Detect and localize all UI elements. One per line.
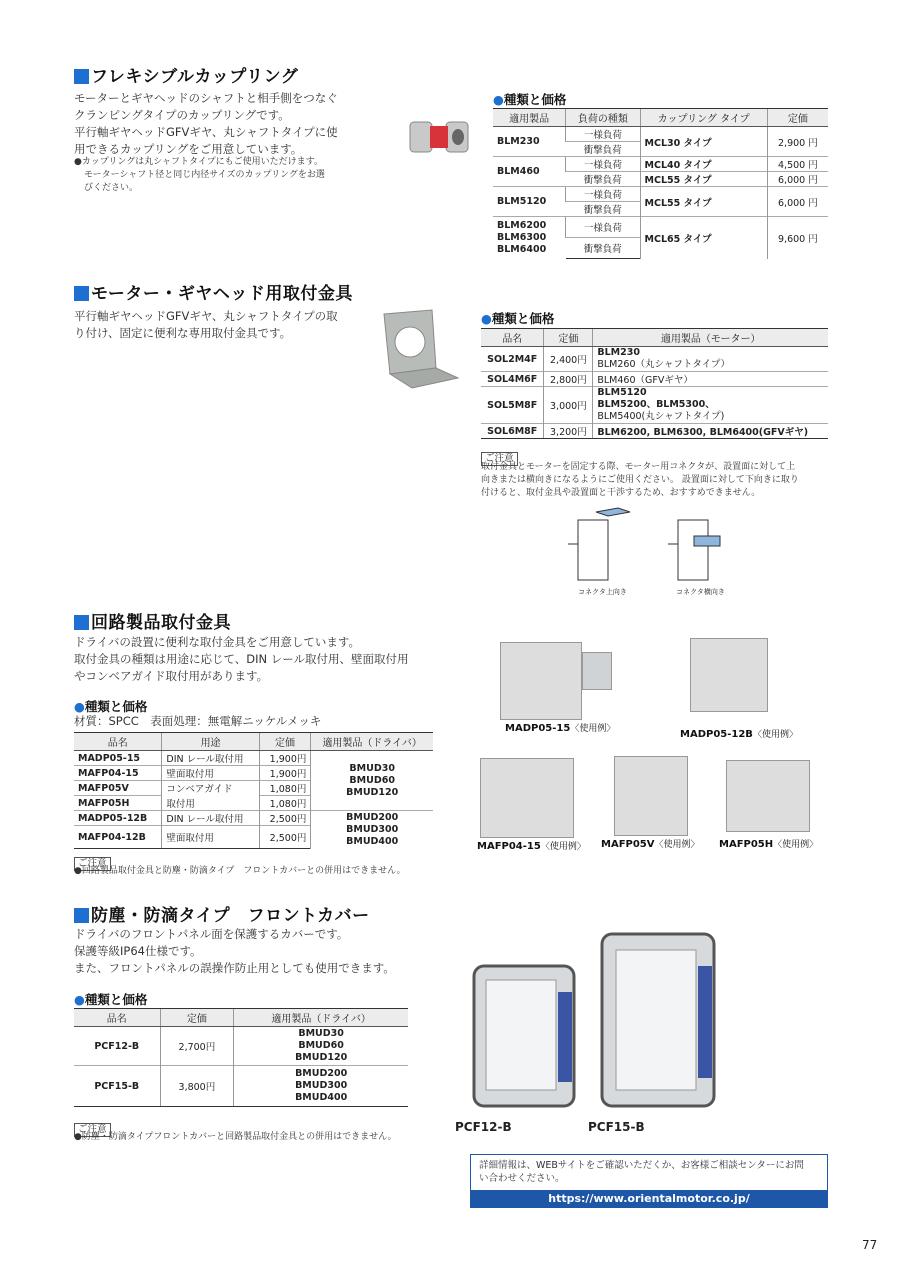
info-box bbox=[470, 1154, 828, 1208]
bracket-caution: 取付金具とモーターを固定する際、モーター用コネクタが、設置面に対して上 向きまたは横向きになるようにご使用ください。 設置面に対して下向きに取り 付けると、取付金具や設置面と干渉するため、おすすめできません。 bbox=[481, 462, 799, 498]
table-row: BLM6200 BLM6300 BLM6400 一様負荷 MCL65 タイプ 9,600 円 bbox=[493, 217, 828, 238]
table-row: PCF12-B 2,700円 BMUD30 BMUD60 BMUD120 bbox=[74, 1027, 408, 1066]
table-row: SOL4M6F 2,800円 BLM460（GFVギヤ） bbox=[481, 372, 828, 387]
fig-label-up: コネクタ上向き bbox=[578, 588, 627, 596]
pcf12-b-image bbox=[470, 962, 580, 1112]
table-row: MAFP05H 取付用 1,080円 bbox=[74, 796, 433, 811]
circuit-caution: ●回路製品取付金具と防塵・防滴タイプ フロントカバーとの併用はできません。 bbox=[74, 866, 406, 876]
connector-diagram bbox=[560, 502, 750, 588]
cover-caution-label: ご注意 bbox=[74, 1117, 111, 1137]
cover-caution: ●防塵・防滴タイプフロントカバーと回路製品取付金具との併用はできません。 bbox=[74, 1132, 397, 1142]
circuit-material: 材質：SPCC 表面処理：無電解ニッケルメッキ bbox=[74, 714, 322, 728]
table-row: SOL5M8F 3,000円 BLM5120 BLM5200、BLM5300、 BLM5400(丸シャフトタイプ) bbox=[481, 387, 828, 424]
coupling-note: ●カップリングは丸シャフトタイプにもご使用いただけます。 モーターシャフト径と同じ内径サイズのカップリングをお選 びください。 bbox=[74, 157, 325, 193]
caption-mafp05v: MAFP05V〈使用例〉 bbox=[601, 839, 700, 850]
coupling-table-title: ●種類と価格 bbox=[493, 92, 567, 107]
pcf15-b-image bbox=[598, 930, 722, 1112]
bracket-table-title: ●種類と価格 bbox=[481, 311, 555, 326]
circuit-title: 回路製品取付金具 bbox=[74, 608, 231, 633]
page-number: 77 bbox=[862, 1238, 878, 1252]
madp05-12b-image bbox=[690, 638, 768, 712]
coupling-price-table: 適用製品 負荷の種類 カップリング タイプ 定価 BLM230 一様負荷 MCL30 タイプ 2,900 円 衝撃負荷 BLM460 一様負荷 MCL40 タイプ 4,500 円 衝撃負荷 MCL55 タイプ 6,000 円 BLM5120 一様負荷 MCL55 タイプ 6,000 円 衝撃負荷 BLM6200 BLM6300 BLM6400 一様負荷 MCL65 タイプ 9,600 円 衝撃負荷 bbox=[493, 108, 828, 259]
table-row: SOL2M4F 2,400円 BLM230 BLM260（丸シャフトタイプ） bbox=[481, 347, 828, 372]
cover-title: 防塵・防滴タイプ フロントカバー bbox=[74, 901, 370, 926]
bracket-desc: 平行軸ギヤヘッドGFVギヤ、丸シャフトタイプの取 り付け、固定に便利な専用取付金具です。 bbox=[74, 309, 338, 340]
madp05-15-image bbox=[500, 642, 582, 720]
caption-pcf15-b: PCF15-B bbox=[588, 1120, 645, 1134]
coupling-image bbox=[408, 116, 470, 158]
circuit-desc: ドライバの設置に便利な取付金具をご用意しています。 取付金具の種類は用途に応じて、DIN レール取付用、壁面取付用 やコンベアガイド取付用があります。 bbox=[74, 635, 409, 683]
table-row: MAFP04-12B 壁面取付用 2,500円 bbox=[74, 826, 433, 849]
circuit-table-title: ●種類と価格 bbox=[74, 699, 148, 714]
bracket-title: モーター・ギヤヘッド用取付金具 bbox=[74, 279, 353, 304]
table-row: PCF15-B 3,800円 BMUD200 BMUD300 BMUD400 bbox=[74, 1066, 408, 1107]
info-text: 詳細情報は、WEBサイトをご確認いただくか、お客様ご相談センターにお問 い合わせください。 bbox=[479, 1160, 804, 1184]
mafp05h-image bbox=[726, 760, 810, 832]
coupling-title: フレキシブルカップリング bbox=[74, 62, 298, 87]
caption-madp05-15: MADP05-15〈使用例〉 bbox=[505, 723, 616, 734]
table-row: MAFP05V コンベアガイド 1,080円 bbox=[74, 781, 433, 796]
mafp05v-image bbox=[614, 756, 688, 836]
fig-label-side: コネクタ横向き bbox=[676, 588, 725, 596]
table-row: SOL6M8F 3,200円 BLM6200, BLM6300, BLM6400(GFVギヤ) bbox=[481, 424, 828, 439]
circuit-caution-label: ご注意 bbox=[74, 851, 111, 871]
caption-mafp04-15: MAFP04-15〈使用例〉 bbox=[477, 841, 586, 852]
bracket-price-table: 品名 定価 適用製品（モーター） SOL2M4F 2,400円 BLM230 BLM260（丸シャフトタイプ） SOL4M6F 2,800円 BLM460（GFVギヤ） SOL5M8F 3,000円 BLM5120 BLM5200、BLM5300、 BLM5400(丸シャフトタイプ) SOL6M8F 3,200円 BLM6200, BLM6300, BLM6400(GFVギヤ) bbox=[481, 328, 828, 439]
table-row: BLM230 一様負荷 MCL30 タイプ 2,900 円 bbox=[493, 127, 828, 142]
circuit-price-table: 品名 用途 定価 適用製品（ドライバ） MADP05-15 DIN レール取付用 1,900円 BMUD30 BMUD60 BMUD120 MAFP04-15 壁面取付用 1,900円 MAFP05V コンベアガイド 1,080円 MAFP05H 取付用 1,080円 MADP05-12B DIN レール取付用 2,500円 BMUD200 BMUD300 BMUD400 MAFP04-12B 壁面取付用 2,500円 bbox=[74, 732, 433, 849]
website-link[interactable]: https://www.orientalmotor.co.jp/ bbox=[471, 1190, 827, 1207]
cover-price-table: 品名 定価 適用製品（ドライバ） PCF12-B 2,700円 BMUD30 BMUD60 BMUD120 PCF15-B 3,800円 BMUD200 BMUD300 BMUD400 bbox=[74, 1008, 408, 1107]
caption-mafp05h: MAFP05H〈使用例〉 bbox=[719, 839, 819, 850]
mafp04-15-image bbox=[480, 758, 574, 838]
table-row: BLM5120 一様負荷 MCL55 タイプ 6,000 円 bbox=[493, 187, 828, 202]
cover-desc: ドライバのフロントパネル面を保護するカバーです。 保護等級IP64仕様です。 また、フロントパネルの誤操作防止用としても使用できます。 bbox=[74, 927, 395, 975]
cover-table-title: ●種類と価格 bbox=[74, 992, 148, 1007]
coupling-desc: モーターとギヤヘッドのシャフトと相手側をつなぐ クランピングタイプのカップリングです。 平行軸ギヤヘッドGFVギヤ、丸シャフトタイプに使 用できるカップリングをご用意しています。 bbox=[74, 91, 338, 156]
din-rail-image bbox=[582, 652, 612, 690]
table-row: MADP05-15 DIN レール取付用 1,900円 BMUD30 BMUD60 BMUD120 bbox=[74, 751, 433, 766]
table-row: MADP05-12B DIN レール取付用 2,500円 BMUD200 BMUD300 BMUD400 bbox=[74, 811, 433, 826]
bracket-caution-label: ご注意 bbox=[481, 446, 518, 466]
table-row: BLM460 一様負荷 MCL40 タイプ 4,500 円 bbox=[493, 157, 828, 172]
bracket-image bbox=[376, 308, 462, 394]
caption-pcf12-b: PCF12-B bbox=[455, 1120, 512, 1134]
table-row: MAFP04-15 壁面取付用 1,900円 bbox=[74, 766, 433, 781]
caption-madp05-12b: MADP05-12B〈使用例〉 bbox=[680, 729, 798, 740]
